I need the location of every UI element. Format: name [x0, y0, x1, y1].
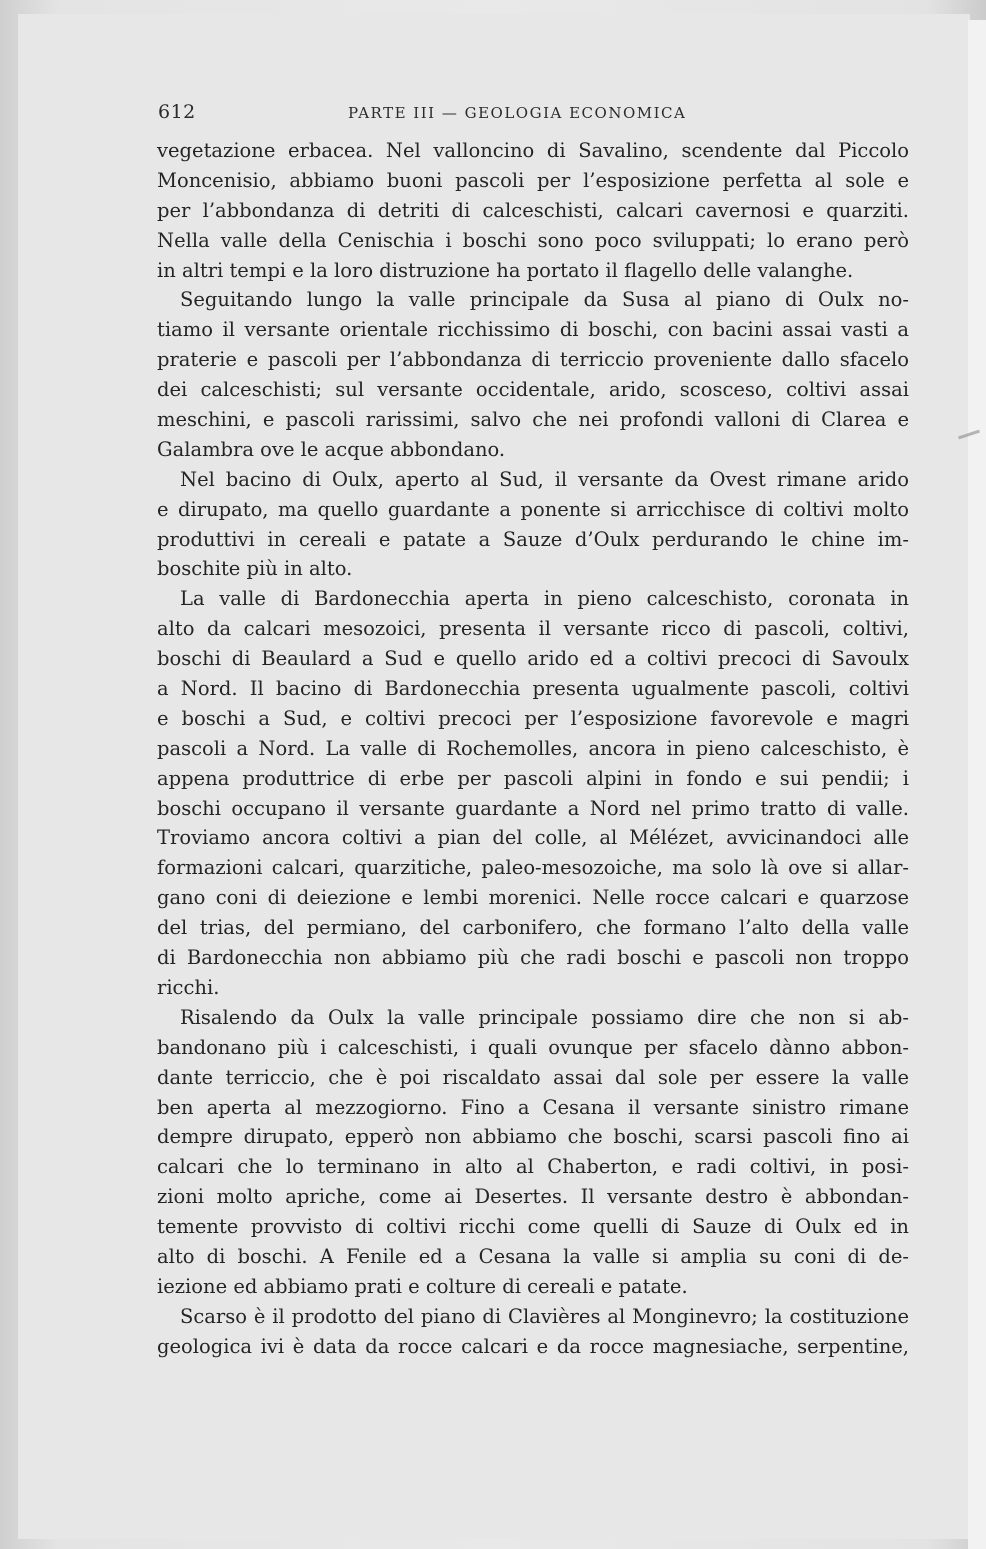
text-line: La valle di Bardonecchia aperta in pieno calceschisto, coronata in	[180, 587, 909, 611]
body-text	[157, 136, 909, 1362]
text-line: dante terriccio, che è poi riscaldato assai dal sole per essere la valle	[157, 1065, 909, 1089]
text-line: Risalendo da Oulx la valle principale possiamo dire che non si ab-	[180, 1005, 909, 1029]
text-line: bandonano più i calceschisti, i quali ovunque per sfacelo dànno abbon-	[157, 1035, 909, 1059]
text-line: Galambra ove le acque abbondano.	[157, 437, 506, 461]
text-line: tiamo il versante orientale ricchissimo di boschi, con bacini assai vasti a	[157, 318, 909, 342]
text-line: boschite più in alto.	[157, 557, 353, 581]
text-line: gano coni di deiezione e lembi morenici. Nelle rocce calcari e quarzose	[157, 886, 909, 910]
text-line: formazioni calcari, quarzitiche, paleo-mesozoiche, ma solo là ove si allar-	[157, 856, 909, 880]
text-line: meschini, e pascoli rarissimi, salvo che nei profondi valloni di Clarea e	[157, 408, 909, 432]
text-line: Troviamo ancora coltivi a pian del colle, al Mélézet, avvicinandoci alle	[157, 826, 909, 850]
text-line: Nella valle della Cenischia i boschi sono poco sviluppati; lo erano però	[157, 228, 909, 252]
text-line: e boschi a Sud, e coltivi precoci per l’esposizione favorevole e magri	[157, 706, 909, 730]
text-line: dempre dirupato, epperò non abbiamo che boschi, scarsi pascoli fino ai	[157, 1125, 909, 1149]
text-line: zioni molto apriche, come ai Desertes. Il versante destro è abbondan-	[157, 1185, 909, 1209]
text-line: Scarso è il prodotto del piano di Clavières al Monginevro; la costituzione	[180, 1304, 909, 1328]
text-line: pascoli a Nord. La valle di Rochemolles, ancora in pieno calceschisto, è	[157, 736, 909, 760]
text-line: geologica ivi è data da rocce calcari e da rocce magnesiache, serpentine,	[157, 1334, 909, 1358]
text-line: boschi occupano il versante guardante a Nord nel primo tratto di valle.	[157, 796, 909, 820]
text-line: Seguitando lungo la valle principale da Susa al piano di Oulx no-	[180, 288, 909, 312]
text-line: Moncenisio, abbiamo buoni pascoli per l’esposizione perfetta al sole e	[157, 168, 909, 192]
text-line: temente provvisto di coltivi ricchi come quelli di Sauze di Oulx ed in	[157, 1215, 909, 1239]
text-line: dei calceschisti; sul versante occidentale, arido, scosceso, coltivi assai	[157, 378, 909, 402]
text-line: e dirupato, ma quello guardante a ponente si arricchisce di coltivi molto	[157, 497, 909, 521]
running-head: PARTE III — GEOLOGIA ECONOMICA	[348, 104, 687, 122]
text-line: boschi di Beaulard a Sud e quello arido ed a coltivi precoci di Savoulx	[157, 647, 909, 671]
text-line: in altri tempi e la loro distruzione ha portato il flagello delle valanghe.	[157, 258, 854, 282]
text-line: ben aperta al mezzogiorno. Fino a Cesana il versante sinistro rimane	[157, 1095, 909, 1119]
text-line: per l’abbondanza di detriti di calceschisti, calcari cavernosi e quarziti.	[157, 198, 909, 222]
text-line: vegetazione erbacea. Nel valloncino di Savalino, scendente dal Piccolo	[157, 139, 909, 162]
text-line: iezione ed abbiamo prati e colture di cereali e patate.	[157, 1274, 688, 1298]
text-line: alto da calcari mesozoici, presenta il versante ricco di pascoli, coltivi,	[157, 617, 909, 641]
text-line: Nel bacino di Oulx, aperto al Sud, il versante da Ovest rimane arido	[180, 467, 909, 491]
text-line: del trias, del permiano, del carbonifero, che formano l’alto della valle	[157, 916, 909, 940]
page-edge	[968, 20, 986, 1549]
text-line: di Bardonecchia non abbiamo più che radi boschi e pascoli non troppo	[157, 946, 909, 970]
text-line: a Nord. Il bacino di Bardonecchia presenta ugualmente pascoli, coltivi	[157, 677, 909, 701]
text-line: produttivi in cereali e patate a Sauze d’Oulx perdurando le chine im-	[157, 527, 909, 551]
text-line: praterie e pascoli per l’abbondanza di terriccio proveniente dallo sfacelo	[157, 348, 909, 372]
text-line: appena produttrice di erbe per pascoli alpini in fondo e sui pendii; i	[157, 766, 909, 790]
text-line: calcari che lo terminano in alto al Chaberton, e radi coltivi, in posi-	[157, 1155, 909, 1179]
page-header	[158, 101, 908, 125]
text-line: ricchi.	[157, 975, 220, 999]
text-line: alto di boschi. A Fenile ed a Cesana la valle si amplia su coni di de-	[157, 1244, 909, 1268]
page-number: 612	[158, 101, 196, 123]
